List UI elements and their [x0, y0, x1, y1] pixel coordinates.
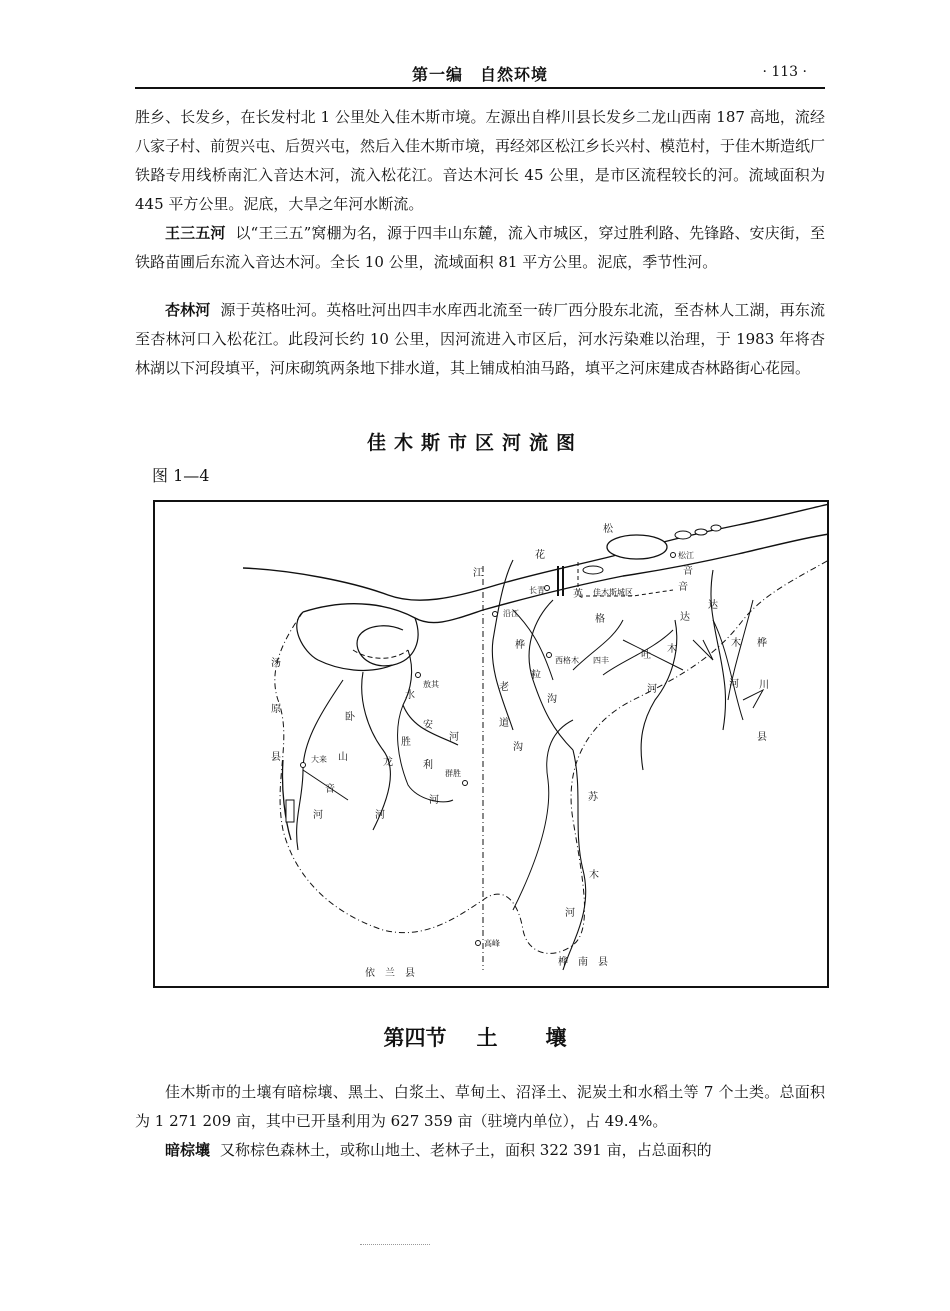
- map-label: 沿江: [503, 609, 519, 618]
- header-title: 第一编 自然环境: [411, 65, 548, 84]
- term-dark-brown-soil: 暗棕壤: [165, 1141, 211, 1159]
- term-wangsanwu: 王三五河: [165, 224, 226, 242]
- town-marker-dalai: [301, 763, 306, 768]
- map-label: 木: [731, 638, 741, 649]
- section-word-1: 土: [476, 1026, 498, 1050]
- paragraph-wangsanwu: [135, 219, 825, 277]
- map-label: 河: [729, 679, 739, 690]
- map-label: 沟: [513, 742, 523, 753]
- paragraph-continuation: [135, 103, 825, 219]
- town-marker-changqing: [545, 586, 550, 591]
- river-islet: [675, 531, 691, 539]
- map-label: 桦: [515, 640, 525, 651]
- map-label: 大来: [311, 755, 327, 764]
- map-label: 格: [595, 614, 605, 625]
- town-marker-jiaoqi: [416, 673, 421, 678]
- map-label: 汤: [271, 658, 281, 669]
- map-label: 河: [647, 684, 657, 695]
- map-label: 道: [499, 718, 509, 729]
- map-label: 花: [535, 550, 545, 561]
- reservoir: [286, 800, 294, 822]
- map-label: 达: [708, 600, 718, 611]
- paragraph-text: 源于英格吐河。英格吐河出四丰水库西北流至一砖厂西分股东北流，至杏林人工湖，再东流至杏林河口入松花江。此段河长约 10 公里，因河流进入市区后，河水污染难以治理，于 1983 年将杏林湖以下河段填平，河床砌筑两条地下排水道，其上铺成柏油马路，填平之河床建成杏林路街心花园。: [135, 301, 825, 377]
- map-label: 河: [429, 795, 439, 806]
- map-label: 河: [313, 810, 323, 821]
- map-label: 桦 南 县: [558, 957, 608, 968]
- map-label: 水: [405, 690, 415, 701]
- paragraph-text: 胜乡、长发乡，在长发村北 1 公里处入佳木斯市境。左源出自桦川县长发乡二龙山西南 187 高地，流经八家子村、前贺兴屯、后贺兴屯，然后入佳木斯市境，再经郊区松江乡长兴村、模范村，于佳木斯造纸厂铁路专用线桥南汇入音达木河，流入松花江。音达木河长 45 公里，是市区流程较长的河。流域面积为 445 平方公里。泥底，大旱之年河水断流。: [135, 108, 826, 213]
- scan-artifact: [360, 1244, 430, 1245]
- map-label: 四丰: [593, 656, 609, 665]
- map-label: 音: [683, 566, 693, 577]
- map-label: 长青: [529, 586, 545, 595]
- paragraph-soil-dark-brown: [135, 1136, 825, 1165]
- town-marker-qunsheng: [463, 781, 468, 786]
- paragraph-text: 又称棕色森林土，或称山地土、老林子土，面积 322 391 亩，占总面积的: [220, 1141, 712, 1159]
- header-rule: [135, 87, 825, 89]
- map-label: 桦: [757, 638, 767, 649]
- map-label: 木: [667, 644, 677, 655]
- paragraph-text: 佳木斯市的土壤有暗棕壤、黑土、白浆土、草甸土、沼泽土、泥炭土和水稻土等 7 个土类。总面积为 1 271 209 亩，其中已开垦利用为 627 359 亩（驻境内单位），占 49.4%。: [135, 1083, 825, 1130]
- map-label: 卧: [345, 712, 355, 723]
- paragraph-soil-intro: [135, 1078, 825, 1136]
- river-map-svg: [153, 500, 829, 988]
- map-label: 粒: [531, 670, 541, 681]
- map-label: 川: [759, 680, 769, 691]
- map-label: 松江: [678, 551, 694, 560]
- figure-label: 图 1—4: [152, 466, 210, 485]
- map-label: 松: [603, 524, 613, 535]
- map-label: 木: [589, 870, 599, 881]
- river-islet: [695, 529, 707, 535]
- page-header: [135, 60, 825, 88]
- map-label: 江: [473, 568, 483, 579]
- map-label: 沟: [547, 694, 557, 705]
- map-label: 依 兰 县: [365, 968, 415, 979]
- map-label: 吐: [641, 650, 651, 661]
- town-marker-gaofeng: [476, 941, 481, 946]
- map-label: 利: [423, 760, 433, 771]
- map-label: 英: [573, 589, 583, 600]
- map-frame: [154, 501, 828, 987]
- map-label: 河: [375, 810, 385, 821]
- map-label: 老: [499, 682, 509, 693]
- river-map: [153, 500, 829, 988]
- map-label: 县: [757, 732, 767, 743]
- map-label: 高峰: [484, 939, 500, 948]
- map-label: 敖其: [423, 680, 439, 689]
- section-word-2: 壤: [545, 1026, 567, 1050]
- river-island: [607, 535, 667, 559]
- river-islet: [583, 566, 603, 574]
- map-label: 达: [680, 612, 690, 623]
- map-label: 河: [565, 908, 575, 919]
- town-marker-xigemu: [547, 653, 552, 658]
- page-number: · 113 ·: [762, 64, 807, 80]
- section-title: [0, 1022, 950, 1052]
- map-label: 音: [325, 784, 335, 795]
- map-label: 县: [271, 752, 281, 763]
- town-marker-yanjiang: [493, 612, 498, 617]
- term-xinglin: 杏林河: [165, 301, 211, 319]
- map-label: 胜: [401, 737, 411, 748]
- section-number: 第四节: [383, 1026, 447, 1050]
- map-label: 河: [449, 732, 459, 743]
- map-title: 佳木斯市区河流图: [366, 432, 583, 454]
- map-label: 龙: [383, 757, 393, 768]
- map-label: 山: [338, 752, 348, 763]
- map-label: 西格木: [555, 656, 579, 665]
- map-label: 原: [271, 704, 281, 715]
- town-marker-songjiang: [671, 553, 676, 558]
- paragraph-text: 以“王三五”窝棚为名，源于四丰山东麓，流入市城区，穿过胜利路、先锋路、安庆街，至铁路苗圃后东流入音达木河。全长 10 公里，流域面积 81 平方公里。泥底，季节性河。: [135, 224, 825, 271]
- map-label: 群胜: [445, 769, 461, 778]
- paragraph-xinglin: [135, 296, 825, 383]
- map-label: 佳木斯城区: [593, 588, 633, 597]
- map-label: 苏: [588, 792, 598, 803]
- river-islet: [711, 525, 721, 531]
- map-label: 安: [423, 720, 433, 731]
- map-label: 音: [678, 582, 688, 593]
